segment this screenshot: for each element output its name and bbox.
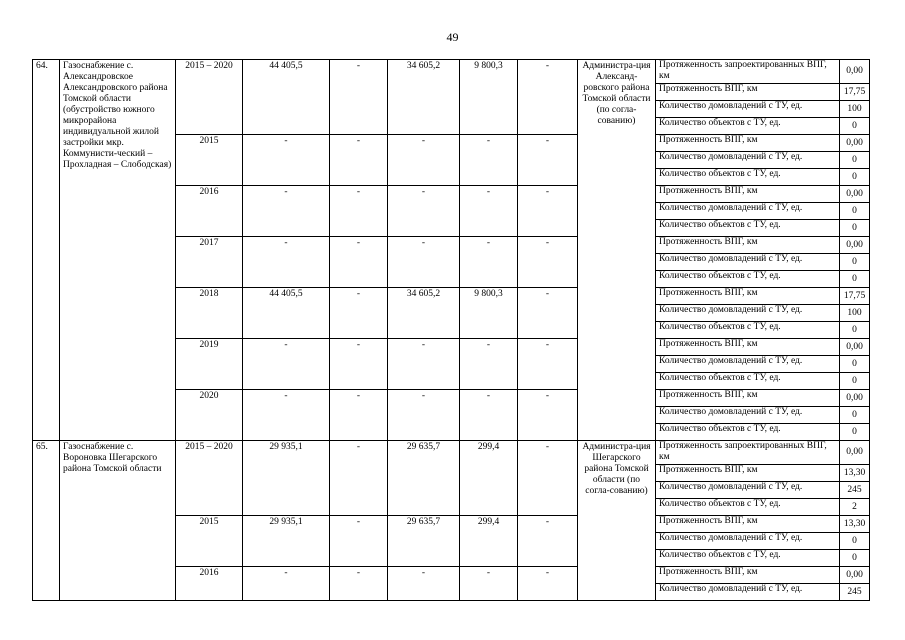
- indicator-value: 0,00: [840, 237, 870, 254]
- regional-funding: -: [388, 339, 460, 390]
- indicator-value: 0,00: [840, 390, 870, 407]
- other-funding: -: [518, 339, 578, 390]
- executor: Администра-ция Александ-ровского района Томской области (по согла-сованию): [578, 60, 656, 441]
- indicator-name: Протяженность запроектированных ВПГ, км: [656, 60, 840, 84]
- federal-funding: -: [330, 441, 388, 516]
- table-row: [33, 60, 870, 84]
- total-funding: -: [243, 390, 330, 441]
- period-year: 2015 – 2020: [176, 60, 243, 135]
- local-funding: -: [460, 186, 518, 237]
- period-year: 2016: [176, 186, 243, 237]
- item-name: Газоснабжение с. Вороновка Шегарского района Томской области: [60, 441, 176, 601]
- total-funding: 29 935,1: [243, 441, 330, 516]
- indicator-value: 0: [840, 356, 870, 373]
- indicator-name: Количество домовладений с ТУ, ед.: [656, 407, 840, 424]
- indicator-name: Протяженность ВПГ, км: [656, 516, 840, 533]
- period-year: 2017: [176, 237, 243, 288]
- indicator-value: 0: [840, 407, 870, 424]
- indicator-value: 2: [840, 499, 870, 516]
- total-funding: -: [243, 567, 330, 601]
- indicator-name: Протяженность ВПГ, км: [656, 237, 840, 254]
- indicator-name: Количество домовладений с ТУ, ед.: [656, 356, 840, 373]
- indicator-value: 17,75: [840, 288, 870, 305]
- indicator-name: Количество домовладений с ТУ, ед.: [656, 305, 840, 322]
- indicator-value: 0: [840, 533, 870, 550]
- indicator-name: Количество домовладений с ТУ, ед.: [656, 254, 840, 271]
- indicator-name: Протяженность ВПГ, км: [656, 84, 840, 101]
- indicator-name: Количество домовладений с ТУ, ед.: [656, 482, 840, 499]
- regional-funding: 29 635,7: [388, 516, 460, 567]
- table-row: [33, 441, 870, 465]
- indicator-name: Количество объектов с ТУ, ед.: [656, 271, 840, 288]
- item-number: 65.: [33, 441, 60, 601]
- indicator-name: Количество объектов с ТУ, ед.: [656, 424, 840, 441]
- federal-funding: -: [330, 135, 388, 186]
- item-number: 64.: [33, 60, 60, 441]
- page-number: 49: [446, 30, 459, 44]
- regional-funding: -: [388, 237, 460, 288]
- other-funding: -: [518, 288, 578, 339]
- executor: Администра-ция Шегарского района Томской области (по согла-сованию): [578, 441, 656, 601]
- regional-funding: -: [388, 135, 460, 186]
- federal-funding: -: [330, 390, 388, 441]
- federal-funding: -: [330, 237, 388, 288]
- period-year: 2018: [176, 288, 243, 339]
- indicator-value: 0,00: [840, 441, 870, 465]
- indicator-value: 0: [840, 118, 870, 135]
- indicator-name: Количество домовладений с ТУ, ед.: [656, 203, 840, 220]
- total-funding: -: [243, 339, 330, 390]
- period-year: 2015: [176, 516, 243, 567]
- regional-funding: -: [388, 186, 460, 237]
- other-funding: -: [518, 441, 578, 516]
- regional-funding: 34 605,2: [388, 288, 460, 339]
- total-funding: 29 935,1: [243, 516, 330, 567]
- indicator-name: Протяженность ВПГ, км: [656, 390, 840, 407]
- local-funding: 299,4: [460, 516, 518, 567]
- local-funding: -: [460, 135, 518, 186]
- total-funding: -: [243, 186, 330, 237]
- federal-funding: -: [330, 567, 388, 601]
- other-funding: -: [518, 186, 578, 237]
- local-funding: -: [460, 237, 518, 288]
- period-year: 2015 – 2020: [176, 441, 243, 516]
- total-funding: 44 405,5: [243, 60, 330, 135]
- indicator-value: 0,00: [840, 135, 870, 152]
- indicator-name: Протяженность ВПГ, км: [656, 288, 840, 305]
- indicator-name: Количество объектов с ТУ, ед.: [656, 373, 840, 390]
- indicator-value: 0: [840, 322, 870, 339]
- local-funding: 9 800,3: [460, 288, 518, 339]
- local-funding: 9 800,3: [460, 60, 518, 135]
- period-year: 2020: [176, 390, 243, 441]
- indicator-value: 13,30: [840, 516, 870, 533]
- item-name: Газоснабжение с. Александровское Александровского района Томской области (обустройство южного микрорайона индивидуальной жилой застройки мкр. Коммунисти-ческий – Прохладная – Слободская): [60, 60, 176, 441]
- indicator-value: 13,30: [840, 465, 870, 482]
- indicator-value: 245: [840, 482, 870, 499]
- other-funding: -: [518, 60, 578, 135]
- indicator-name: Протяженность ВПГ, км: [656, 186, 840, 203]
- indicator-value: 0: [840, 424, 870, 441]
- period-year: 2019: [176, 339, 243, 390]
- local-funding: -: [460, 339, 518, 390]
- regional-funding: 34 605,2: [388, 60, 460, 135]
- indicator-name: Протяженность ВПГ, км: [656, 567, 840, 584]
- indicator-name: Количество объектов с ТУ, ед.: [656, 169, 840, 186]
- indicator-name: Количество объектов с ТУ, ед.: [656, 118, 840, 135]
- indicator-name: Количество объектов с ТУ, ед.: [656, 322, 840, 339]
- other-funding: -: [518, 567, 578, 601]
- indicator-name: Количество объектов с ТУ, ед.: [656, 550, 840, 567]
- total-funding: -: [243, 237, 330, 288]
- indicator-name: Протяженность запроектированных ВПГ, км: [656, 441, 840, 465]
- other-funding: -: [518, 516, 578, 567]
- federal-funding: -: [330, 339, 388, 390]
- indicator-name: Протяженность ВПГ, км: [656, 339, 840, 356]
- indicator-value: 100: [840, 305, 870, 322]
- indicator-value: 0: [840, 220, 870, 237]
- regional-funding: 29 635,7: [388, 441, 460, 516]
- total-funding: 44 405,5: [243, 288, 330, 339]
- other-funding: -: [518, 135, 578, 186]
- local-funding: 299,4: [460, 441, 518, 516]
- indicator-value: 100: [840, 101, 870, 118]
- indicator-value: 0,00: [840, 339, 870, 356]
- indicator-name: Количество домовладений с ТУ, ед.: [656, 584, 840, 601]
- indicator-name: Количество объектов с ТУ, ед.: [656, 499, 840, 516]
- indicator-value: 0,00: [840, 186, 870, 203]
- regional-funding: -: [388, 567, 460, 601]
- program-table: [32, 59, 870, 601]
- regional-funding: -: [388, 390, 460, 441]
- federal-funding: -: [330, 186, 388, 237]
- indicator-value: 0,00: [840, 60, 870, 84]
- local-funding: -: [460, 567, 518, 601]
- indicator-value: 0,00: [840, 567, 870, 584]
- indicator-name: Количество объектов с ТУ, ед.: [656, 220, 840, 237]
- indicator-name: Протяженность ВПГ, км: [656, 135, 840, 152]
- indicator-value: 0: [840, 373, 870, 390]
- period-year: 2016: [176, 567, 243, 601]
- indicator-value: 0: [840, 152, 870, 169]
- period-year: 2015: [176, 135, 243, 186]
- local-funding: -: [460, 390, 518, 441]
- indicator-value: 0: [840, 271, 870, 288]
- federal-funding: -: [330, 516, 388, 567]
- indicator-value: 0: [840, 203, 870, 220]
- indicator-value: 245: [840, 584, 870, 601]
- indicator-name: Количество домовладений с ТУ, ед.: [656, 533, 840, 550]
- indicator-value: 0: [840, 169, 870, 186]
- other-funding: -: [518, 237, 578, 288]
- indicator-value: 17,75: [840, 84, 870, 101]
- indicator-value: 0: [840, 254, 870, 271]
- indicator-name: Количество домовладений с ТУ, ед.: [656, 152, 840, 169]
- indicator-name: Протяженность ВПГ, км: [656, 465, 840, 482]
- federal-funding: -: [330, 288, 388, 339]
- indicator-value: 0: [840, 550, 870, 567]
- other-funding: -: [518, 390, 578, 441]
- indicator-name: Количество домовладений с ТУ, ед.: [656, 101, 840, 118]
- total-funding: -: [243, 135, 330, 186]
- federal-funding: -: [330, 60, 388, 135]
